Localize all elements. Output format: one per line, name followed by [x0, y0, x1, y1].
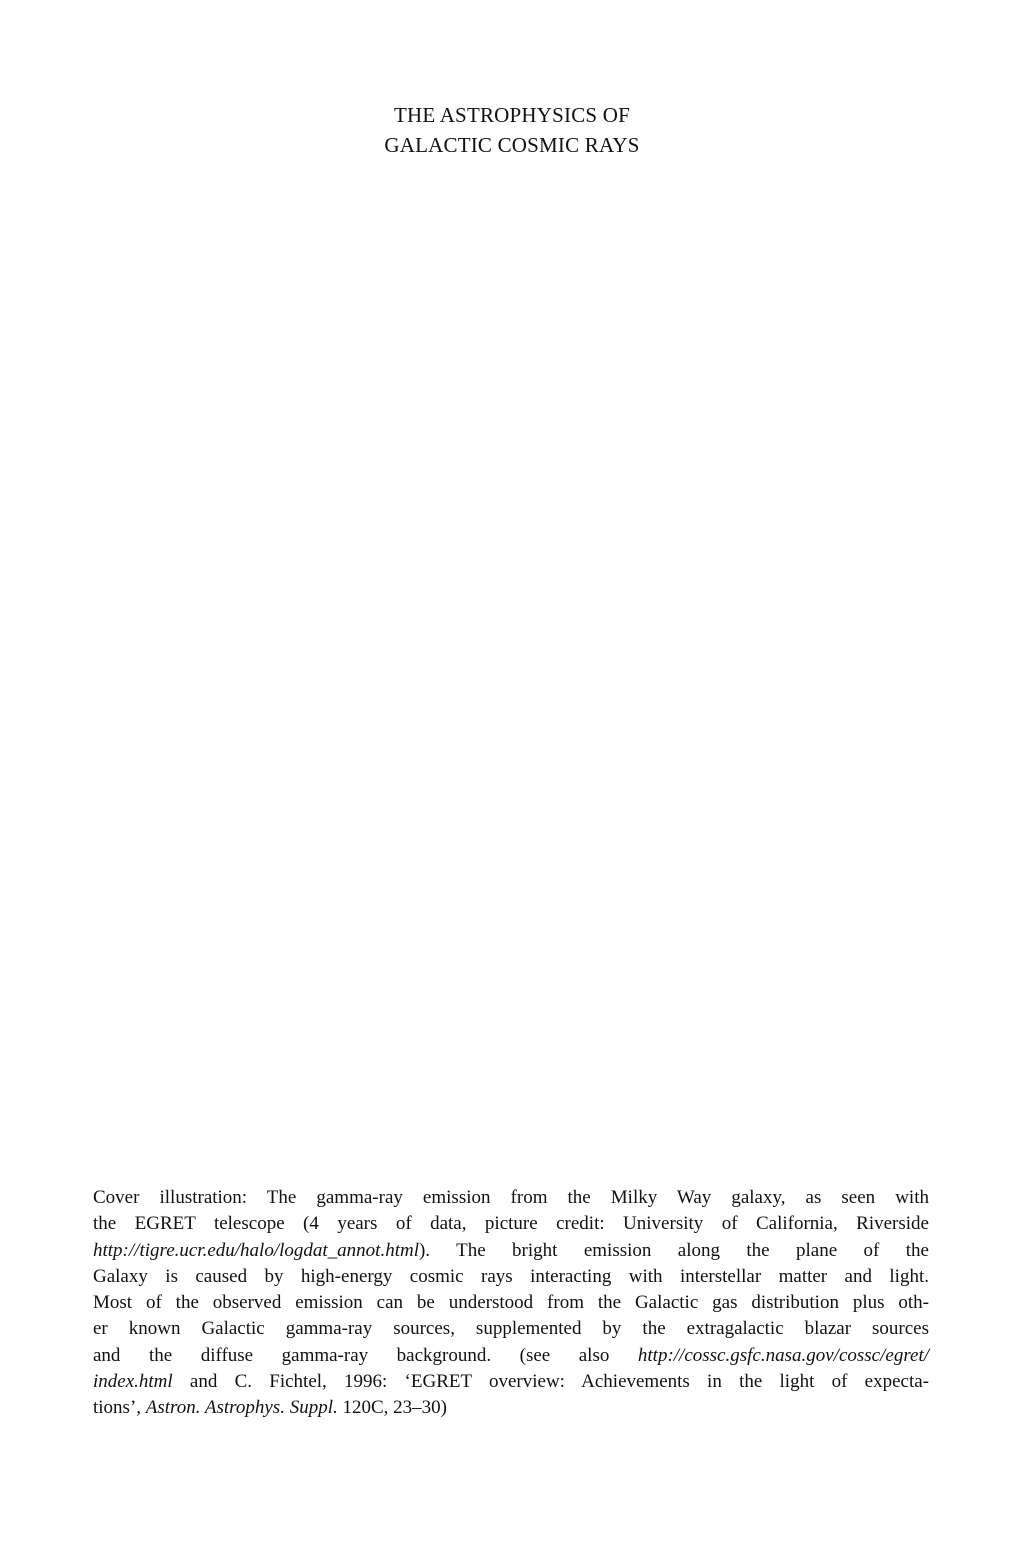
caption-line-5: Most of the observed emission can be understood from the Galactic gas distribution plus oth- — [93, 1292, 929, 1314]
caption-line-2: the EGRET telescope (4 years of data, picture credit: University of California, Riverside — [93, 1213, 929, 1235]
caption-line-7-text: and the diffuse gamma-ray background. (see also — [93, 1344, 638, 1366]
book-title — [0, 100, 1024, 160]
caption-line-6: er known Galactic gamma-ray sources, supplemented by the extragalactic blazar sources — [93, 1318, 929, 1340]
caption-line-9 — [93, 1395, 929, 1421]
caption-line-3-text: ). The bright emission along the plane of the — [418, 1239, 929, 1261]
caption-line-8-text: and C. Fichtel, 1996: ‘EGRET overview: Achievements in the light of expecta- — [172, 1371, 929, 1393]
caption-line-1: Cover illustration: The gamma-ray emission from the Milky Way galaxy, as seen with — [93, 1187, 929, 1208]
cover-illustration-caption — [93, 1185, 929, 1422]
caption-line-9-text: tions’, — [93, 1397, 146, 1419]
caption-url-cossc[interactable]: http://cossc.gsfc.nasa.gov/cossc/egret/ — [637, 1344, 929, 1366]
caption-line-4: Galaxy is caused by high-energy cosmic rays interacting with interstellar matter and light. — [93, 1265, 929, 1287]
title-line-2: GALACTIC COSMIC RAYS — [384, 133, 640, 157]
caption-url-cossc-index[interactable]: index.html — [93, 1371, 173, 1393]
caption-line-3 — [93, 1238, 929, 1264]
title-line-1: THE ASTROPHYSICS OF — [393, 103, 631, 127]
caption-line-7 — [93, 1343, 929, 1369]
caption-line-9-rest: 120C, 23–30) — [337, 1397, 447, 1419]
caption-journal-name: Astron. Astrophys. Suppl. — [145, 1397, 338, 1419]
caption-line-8 — [93, 1369, 929, 1395]
caption-url-tigre[interactable]: http://tigre.ucr.edu/halo/logdat_annot.html — [93, 1239, 419, 1261]
